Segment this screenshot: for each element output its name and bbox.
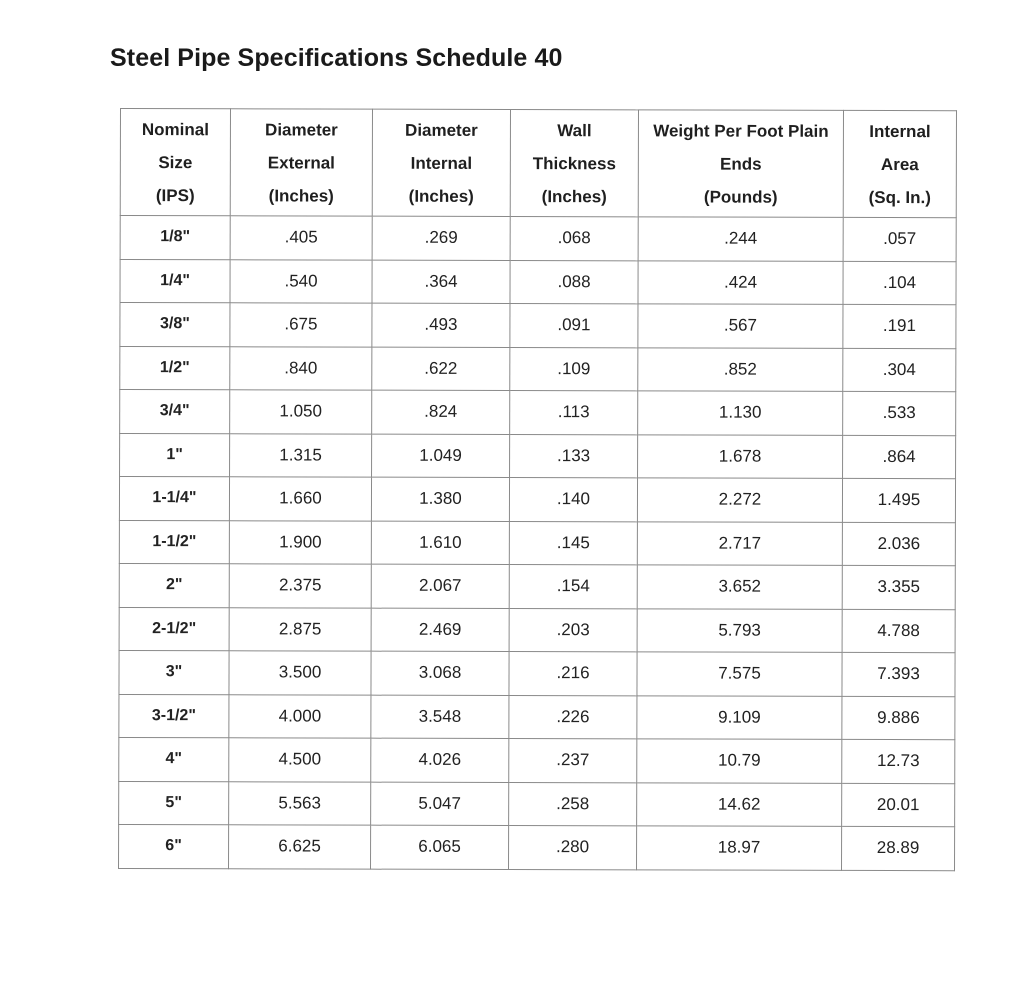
- table-row: [120, 303, 956, 349]
- external-diameter-cell: 4.000: [229, 694, 371, 738]
- table-row: [119, 737, 955, 783]
- weight-per-foot-cell: .852: [638, 347, 843, 391]
- wall-thickness-cell: .226: [509, 695, 637, 739]
- weight-per-foot-cell: 7.575: [637, 652, 842, 696]
- internal-diameter-cell: 1.610: [371, 521, 509, 565]
- table-row: [120, 433, 956, 479]
- nominal-size-cell: 1-1/2": [119, 520, 229, 564]
- internal-area-cell: 12.73: [842, 739, 955, 783]
- table-row: [120, 390, 956, 436]
- nominal-size-cell: 3": [119, 650, 229, 694]
- table-row: [120, 259, 956, 305]
- external-diameter-cell: 2.375: [229, 564, 371, 608]
- wall-thickness-cell: .068: [510, 217, 638, 261]
- internal-diameter-cell: .269: [372, 216, 510, 260]
- internal-area-cell: .533: [843, 391, 956, 435]
- wall-thickness-cell: .258: [509, 782, 637, 826]
- internal-diameter-cell: .824: [372, 390, 510, 434]
- internal-area-cell: .191: [843, 304, 956, 348]
- weight-per-foot-cell: 9.109: [637, 695, 842, 739]
- external-diameter-cell: .405: [230, 216, 372, 260]
- internal-area-cell: 20.01: [842, 783, 955, 827]
- wall-thickness-cell: .154: [509, 565, 637, 609]
- internal-diameter-cell: 5.047: [371, 782, 509, 826]
- weight-per-foot-cell: 3.652: [637, 565, 842, 609]
- wall-thickness-cell: .280: [509, 826, 637, 870]
- header-line: (Pounds): [703, 187, 778, 207]
- nominal-size-cell: 3/4": [120, 390, 230, 434]
- internal-area-cell: 3.355: [842, 565, 955, 609]
- nominal-size-cell: 3-1/2": [119, 694, 229, 738]
- wall-thickness-cell: .088: [510, 260, 638, 304]
- internal-diameter-cell: .493: [372, 303, 510, 347]
- header-line: Diameter: [405, 120, 478, 140]
- table-row: [119, 694, 955, 740]
- internal-area-cell: 9.886: [842, 696, 955, 740]
- column-header-diameter-internal: [372, 109, 510, 216]
- wall-thickness-cell: .216: [509, 652, 637, 696]
- table-header-row: [120, 109, 956, 218]
- internal-diameter-cell: 1.049: [372, 434, 510, 478]
- table-row: [120, 216, 956, 262]
- internal-diameter-cell: 2.067: [371, 564, 509, 608]
- weight-per-foot-cell: .424: [638, 260, 843, 304]
- external-diameter-cell: .540: [230, 259, 372, 303]
- nominal-size-cell: 6": [119, 824, 229, 868]
- header-line: Area: [880, 154, 919, 174]
- nominal-size-cell: 3/8": [120, 303, 230, 347]
- internal-area-cell: .104: [843, 261, 956, 305]
- external-diameter-cell: 3.500: [229, 651, 371, 695]
- nominal-size-cell: 1-1/4": [119, 477, 229, 521]
- header-line: Nominal: [141, 119, 210, 139]
- weight-per-foot-cell: 5.793: [637, 608, 842, 652]
- wall-thickness-cell: .109: [510, 347, 638, 391]
- header-line: Internal: [410, 153, 473, 173]
- table-row: [120, 346, 956, 392]
- nominal-size-cell: 1": [120, 433, 230, 477]
- internal-area-cell: .304: [843, 348, 956, 392]
- nominal-size-cell: 2": [119, 563, 229, 607]
- internal-area-cell: 1.495: [842, 478, 955, 522]
- internal-area-cell: .864: [843, 435, 956, 479]
- external-diameter-cell: 6.625: [229, 825, 371, 869]
- weight-per-foot-cell: 14.62: [637, 782, 842, 826]
- column-header-nominal-size: [120, 109, 230, 216]
- column-header-wall-thickness: [510, 110, 638, 217]
- internal-diameter-cell: 1.380: [371, 477, 509, 521]
- wall-thickness-cell: .113: [510, 391, 638, 435]
- header-line: (Inches): [268, 185, 334, 206]
- wall-thickness-cell: .133: [510, 434, 638, 478]
- weight-per-foot-cell: 10.79: [637, 739, 842, 783]
- internal-diameter-cell: 6.065: [371, 825, 509, 869]
- external-diameter-cell: 1.900: [229, 520, 371, 564]
- table-row: [119, 520, 955, 566]
- wall-thickness-cell: .203: [509, 608, 637, 652]
- nominal-size-cell: 1/8": [120, 216, 230, 260]
- table-row: [119, 781, 955, 827]
- table-row: [119, 477, 955, 523]
- header-line: Weight Per Foot Plain: [653, 120, 829, 141]
- header-line: Diameter: [265, 119, 338, 140]
- weight-per-foot-cell: 2.272: [637, 478, 842, 522]
- internal-diameter-cell: 3.068: [371, 651, 509, 695]
- external-diameter-cell: .840: [230, 346, 372, 390]
- column-header-diameter-external: [230, 109, 372, 216]
- weight-per-foot-cell: 2.717: [637, 521, 842, 565]
- weight-per-foot-cell: 1.678: [638, 434, 843, 478]
- header-line: (Inches): [408, 186, 474, 206]
- header-line: External: [267, 152, 335, 173]
- wall-thickness-cell: .145: [509, 521, 637, 565]
- column-header-internal-area: [843, 110, 956, 217]
- external-diameter-cell: 1.315: [230, 433, 372, 477]
- header-line: (IPS): [155, 185, 195, 205]
- weight-per-foot-cell: .244: [638, 217, 843, 261]
- nominal-size-cell: 5": [119, 781, 229, 825]
- header-line: (Sq. In.): [868, 187, 931, 207]
- header-line: Size: [158, 152, 193, 172]
- wall-thickness-cell: .091: [510, 304, 638, 348]
- external-diameter-cell: 5.563: [229, 781, 371, 825]
- internal-area-cell: 4.788: [842, 609, 955, 653]
- external-diameter-cell: .675: [230, 303, 372, 347]
- internal-area-cell: 28.89: [842, 826, 955, 870]
- internal-area-cell: .057: [843, 217, 956, 261]
- header-line: Thickness: [532, 153, 616, 173]
- table-row: [119, 607, 955, 653]
- external-diameter-cell: 1.660: [229, 477, 371, 521]
- internal-diameter-cell: 3.548: [371, 695, 509, 739]
- internal-diameter-cell: 4.026: [371, 738, 509, 782]
- column-header-weight-per-foot: [638, 110, 843, 218]
- weight-per-foot-cell: 18.97: [637, 826, 842, 870]
- internal-diameter-cell: 2.469: [371, 608, 509, 652]
- weight-per-foot-cell: 1.130: [638, 391, 843, 435]
- internal-diameter-cell: .622: [372, 347, 510, 391]
- wall-thickness-cell: .237: [509, 739, 637, 783]
- wall-thickness-cell: .140: [509, 478, 637, 522]
- header-line: Wall: [557, 120, 592, 140]
- weight-per-foot-cell: .567: [638, 304, 843, 348]
- internal-area-cell: 2.036: [842, 522, 955, 566]
- external-diameter-cell: 2.875: [229, 607, 371, 651]
- nominal-size-cell: 2-1/2": [119, 607, 229, 651]
- external-diameter-cell: 1.050: [230, 390, 372, 434]
- external-diameter-cell: 4.500: [229, 738, 371, 782]
- table-row: [119, 563, 955, 609]
- header-line: Internal: [869, 121, 931, 141]
- internal-diameter-cell: .364: [372, 260, 510, 304]
- nominal-size-cell: 4": [119, 737, 229, 781]
- page-title: Steel Pipe Specifications Schedule 40: [110, 44, 563, 72]
- header-line: Ends: [720, 154, 762, 174]
- table-row: [119, 650, 955, 696]
- table-row: [119, 824, 955, 870]
- pipe-spec-table: [118, 108, 957, 871]
- header-line: (Inches): [541, 186, 607, 206]
- internal-area-cell: 7.393: [842, 652, 955, 696]
- nominal-size-cell: 1/2": [120, 346, 230, 390]
- nominal-size-cell: 1/4": [120, 259, 230, 303]
